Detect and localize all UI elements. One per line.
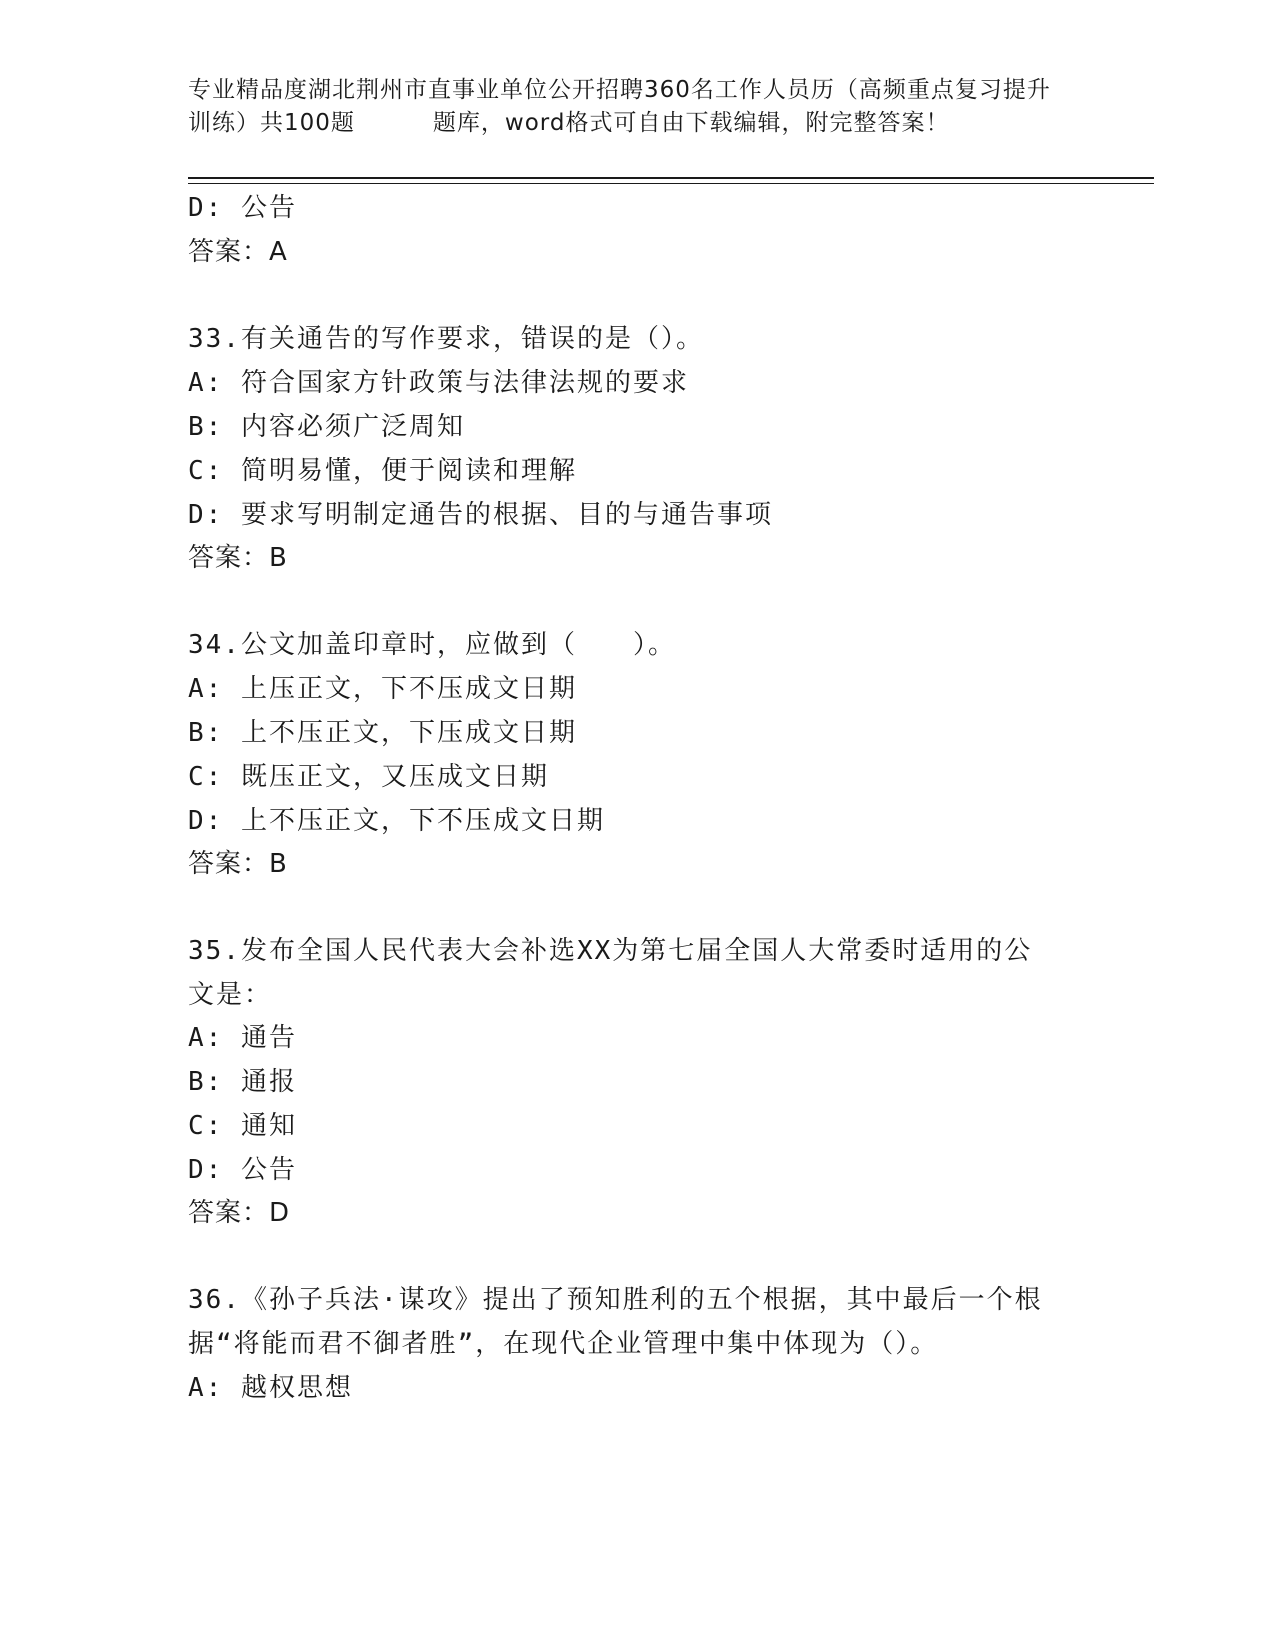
- q36-stem-line2: 据“将能而君不御者胜”，在现代企业管理中集中体现为（）。: [188, 1329, 939, 1359]
- q34-answer: 答案：B: [188, 849, 288, 879]
- document-header-title: [188, 74, 1088, 140]
- q33-option-b: B: 内容必须广泛周知: [188, 412, 465, 442]
- q34-option-a: A: 上压正文，下不压成文日期: [188, 674, 577, 704]
- q35-option-d: D: 公告: [188, 1155, 297, 1185]
- header-divider-thick: [188, 177, 1154, 179]
- header-title-line1: 专业精品度湖北荆州市直事业单位公开招聘360名工作人员历（高频重点复习提升: [188, 77, 1051, 103]
- q33-option-a: A: 符合国家方针政策与法律法规的要求: [188, 368, 689, 398]
- q34-option-b: B: 上不压正文，下压成文日期: [188, 718, 577, 748]
- q35-stem-line2: 文是：: [188, 980, 273, 1010]
- header-divider-thin: [188, 183, 1154, 184]
- q34-stem: 34.公文加盖印章时，应做到（ ）。: [188, 630, 676, 660]
- prev-answer: 答案：A: [188, 237, 288, 267]
- q33-stem: 33.有关通告的写作要求，错误的是（）。: [188, 324, 704, 354]
- q35-stem-line1: 35.发布全国人民代表大会补选XX为第七届全国人大常委时适用的公: [188, 936, 1033, 966]
- header-title-line2: [188, 107, 1088, 140]
- q35-answer: 答案：D: [188, 1198, 291, 1228]
- q36-option-a: A: 越权思想: [188, 1373, 353, 1403]
- q34-option-d: D: 上不压正文，下不压成文日期: [188, 806, 605, 836]
- q35-option-b: B: 通报: [188, 1067, 297, 1097]
- q33-option-c: C: 简明易懂，便于阅读和理解: [188, 456, 577, 486]
- prev-option-d: D: 公告: [188, 193, 297, 223]
- header-title-line2-part1: 训练）共100题: [188, 110, 355, 136]
- q36-stem-line1: 36.《孙子兵法·谋攻》提出了预知胜利的五个根据，其中最后一个根: [188, 1285, 1043, 1315]
- q35-option-c: C: 通知: [188, 1111, 297, 1141]
- q34-option-c: C: 既压正文，又压成文日期: [188, 762, 549, 792]
- q33-answer: 答案：B: [188, 543, 288, 573]
- q35-option-a: A: 通告: [188, 1023, 297, 1053]
- header-title-line2-part2: 题库，word格式可自由下载编辑，附完整答案！: [432, 110, 950, 136]
- q33-option-d: D: 要求写明制定通告的根据、目的与通告事项: [188, 500, 773, 530]
